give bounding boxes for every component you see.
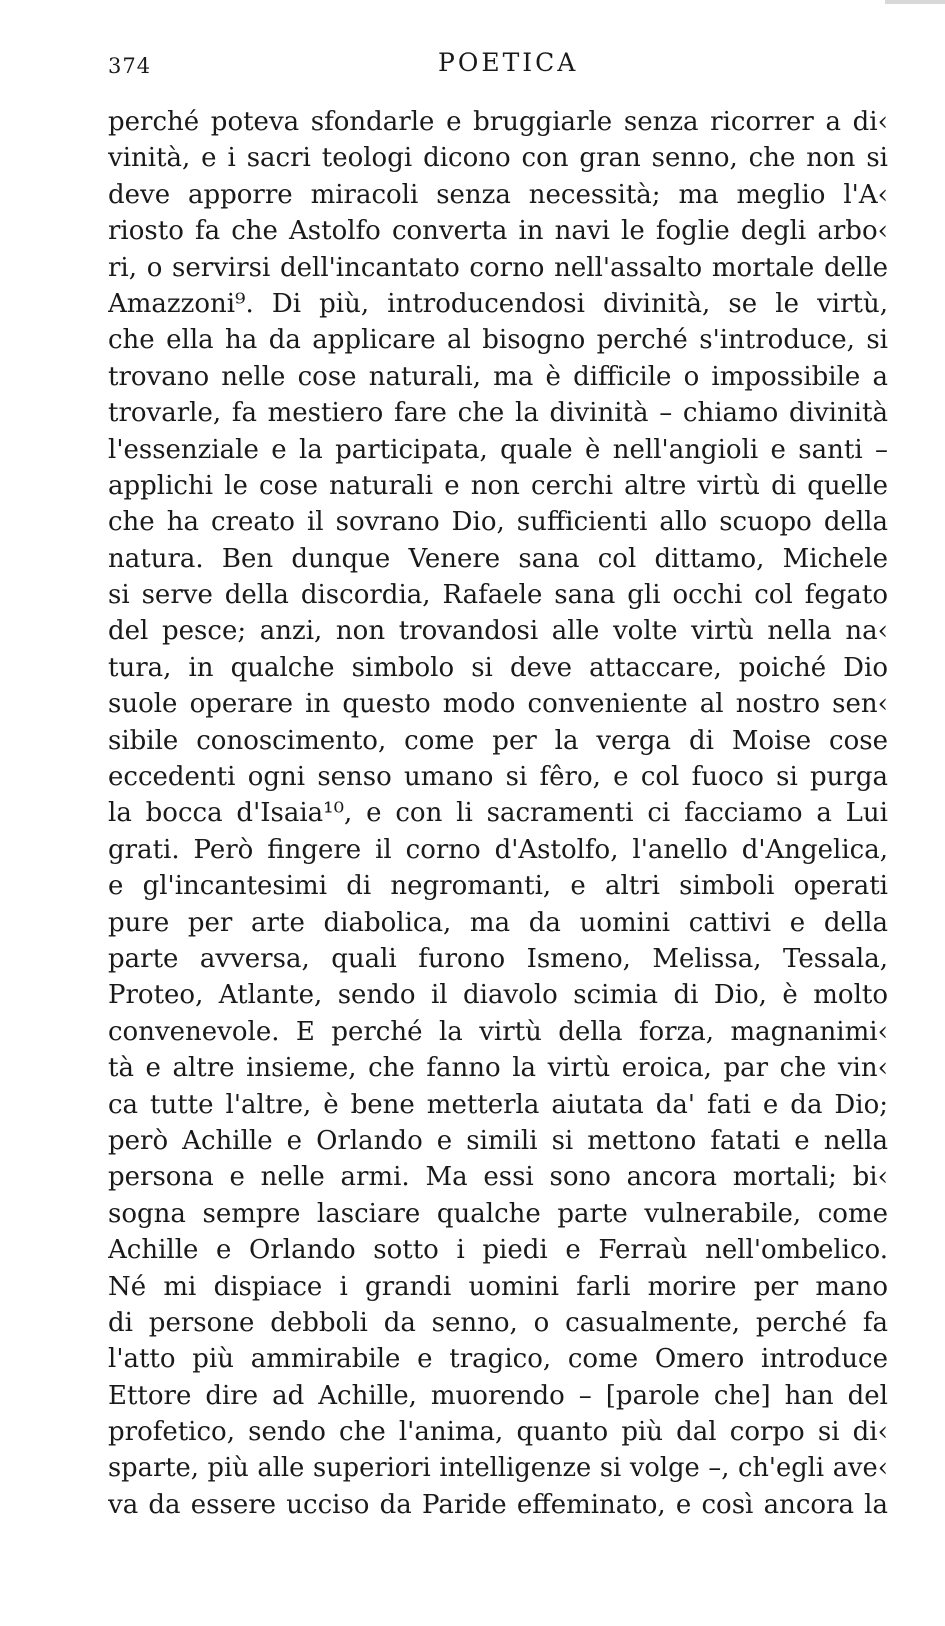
text-line: si serve della discordia, Rafaele sana gli occhi col fegato [108,580,888,611]
text-line: ca tutte l'altre, è bene metterla aiutata da' fati e da Dio; [108,1089,888,1120]
text-line: che ha creato il sovrano Dio, sufficienti allo scuopo della [108,507,888,538]
text-line: trovano nelle cose naturali, ma è difficile o impossibile a [108,361,888,392]
text-line: Né mi dispiace i grandi uomini farli morire per mano [108,1271,888,1302]
text-line: Proteo, Atlante, sendo il diavolo scimia di Dio, è molto [108,980,888,1011]
text-line: ri, o servirsi dell'incantato corno nell'assalto mortale delle [108,252,888,283]
text-line: deve apporre miracoli senza necessità; ma meglio l'A‹ [108,179,888,210]
text-line: suole operare in questo modo conveniente al nostro sen‹ [108,689,888,720]
page-number: 374 [108,54,152,78]
text-line: trovarle, fa mestiero fare che la divinità – chiamo divinità [108,398,888,429]
text-line: natura. Ben dunque Venere sana col dittamo, Michele [108,543,888,574]
text-line: Ettore dire ad Achille, muorendo – [parole che] han del [108,1380,888,1411]
text-line: eccedenti ogni senso umano si fêro, e col fuoco si purga [108,762,888,793]
text-line: va da essere ucciso da Paride effeminato, e così ancora la [108,1489,888,1520]
text-line: di persone debboli da senno, o casualmente, perché fa [108,1307,888,1338]
text-line: perché poteva sfondarle e bruggiarle senza ricorrer a di‹ [108,107,888,137]
text-line: però Achille e Orlando e simili si mettono fatati e nella [108,1125,888,1156]
running-head [108,48,888,80]
text-line: sibile conoscimento, come per la verga di Moise cose [108,725,888,756]
text-line: tura, in qualche simbolo si deve attaccare, poiché Dio [108,652,888,683]
text-line: Amazzoni⁹. Di più, introducendosi divinità, se le virtù, [108,288,888,319]
text-line: riosto fa che Astolfo converta in navi le foglie degli arbo‹ [108,216,888,247]
text-line: vinità, e i sacri teologi dicono con gran senno, che non si [108,143,888,174]
text-line: tà e altre insieme, che fanno la virtù eroica, par che vin‹ [108,1053,888,1084]
running-title: POETICA [438,48,579,77]
text-line: parte avversa, quali furono Ismeno, Melissa, Tessala, [108,943,888,974]
text-line: Achille e Orlando sotto i piedi e Ferraù nell'ombelico. [108,1235,888,1266]
text-line: sogna sempre lasciare qualche parte vulnerabile, come [108,1198,888,1229]
text-line: sparte, più alle superiori intelligenze si volge –, ch'egli ave‹ [108,1453,888,1484]
text-line: del pesce; anzi, non trovandosi alle volte virtù nella na‹ [108,616,888,647]
body-text [108,104,888,1523]
text-line: persona e nelle armi. Ma essi sono ancora mortali; bi‹ [108,1162,888,1193]
text-line: convenevole. E perché la virtù della forza, magnanimi‹ [108,1016,888,1047]
text-line: applichi le cose naturali e non cerchi altre virtù di quelle [108,470,888,501]
text-line: l'atto più ammirabile e tragico, come Omero introduce [108,1344,888,1375]
text-line: l'essenziale e la participata, quale è nell'angioli e santi – [108,434,888,465]
text-line: la bocca d'Isaia¹⁰, e con li sacramenti ci facciamo a Lui [108,798,888,829]
scan-edge-mark [885,0,945,4]
text-line: grati. Però fingere il corno d'Astolfo, l'anello d'Angelica, [108,834,888,865]
text-line: e gl'incantesimi di negromanti, e altri simboli operati [108,871,888,902]
text-line: profetico, sendo che l'anima, quanto più dal corpo si di‹ [108,1417,888,1448]
text-line: che ella ha da applicare al bisogno perché s'introduce, si [108,325,888,356]
text-line: pure per arte diabolica, ma da uomini cattivi e della [108,907,888,938]
